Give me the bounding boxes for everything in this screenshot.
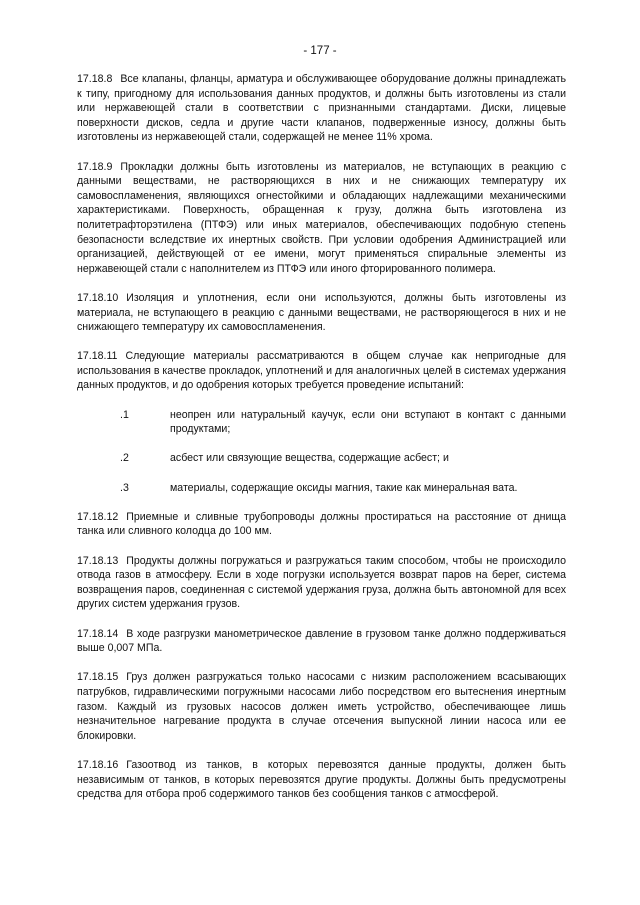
materials-list <box>77 408 566 496</box>
list-item <box>77 481 566 496</box>
list-item-text: асбест или связующие вещества, содержащие асбест; и <box>170 452 449 465</box>
paragraph-number: 17.18.11 <box>77 350 118 363</box>
paragraph-number: 17.18.9 <box>77 160 113 173</box>
paragraph-number: 17.18.14 <box>77 627 119 640</box>
paragraph-17-18-11 <box>77 349 566 393</box>
list-marker: .2 <box>120 452 129 465</box>
paragraph-17-18-9 <box>77 160 566 277</box>
page-number: - 177 - <box>303 45 337 57</box>
paragraph-17-18-13 <box>77 554 566 612</box>
paragraph-text: Груз должен разгружаться только насосами с низким расположением всасывающих патрубков, гидравлическими погружными насосами либо посредством его вытеснения инертным газом. Каждый из грузовых насосов должен иметь устройство, обеспечивающее лишь незначительное нагревание продукта в случае отсечения выпускной линии насоса или ее блокировки. <box>77 671 566 742</box>
paragraph-text: Продукты должны погружаться и разгружаться таким способом, чтобы не происходило отвода газов в атмосферу. Если в ходе погрузки используется возврат паров на берег, система возвращения паров, соединенная с системой удержания груза, должна быть автономной для всех других систем удержания грузов. <box>77 554 566 611</box>
paragraph-text: В ходе разгрузки манометрическое давление в грузовом танке должно поддерживаться выше 0,007 МПа. <box>77 627 566 655</box>
list-item <box>77 451 566 466</box>
paragraph-number: 17.18.15 <box>77 671 119 684</box>
paragraph-17-18-10 <box>77 291 566 335</box>
list-marker: .3 <box>120 481 129 494</box>
paragraph-number: 17.18.10 <box>77 291 119 304</box>
paragraph-17-18-14 <box>77 627 566 656</box>
paragraph-number: 17.18.13 <box>77 554 119 567</box>
paragraph-number: 17.18.8 <box>77 73 113 85</box>
document-body <box>77 72 566 816</box>
paragraph-number: 17.18.16 <box>77 758 119 771</box>
paragraph-text: Прокладки должны быть изготовлены из материалов, не вступающих в реакцию с данными веществами, не растворяющихся в них и не снижающих температуру их самовоспламенения, являющихся огнестойкими и обладающих надлежащими механическими характеристиками. Поверхность, обращенная к грузу, должна быть изготовлена из политетрафторэтилена (ПТФЭ) или иных материалов, обеспечивающих подобную степень безопасности вследствие их инертных свойств. При условии одобрения Администрацией или организацией, действующей от ее имени, могут применяться спиральные элементы из нержавеющей стали с наполнителем из ПТФЭ или иного фторированного полимера. <box>77 160 566 275</box>
paragraph-text: Все клапаны, фланцы, арматура и обслуживающее оборудование должны принадлежать к типу, пригодному для использования данных продуктов, и должны быть изготовлены из стали или нержавеющей стали в соответствии с признанными стандартами. Диски, лицевые поверхности дисков, седла и другие части клапанов, подверженные износу, должны быть изготовлены из нержавеющей стали, содержащей не менее 11% хрома. <box>77 73 566 144</box>
list-marker: .1 <box>120 408 129 421</box>
paragraph-text: Приемные и сливные трубопроводы должны простираться на расстояние от днища танка или сливного колодца до 100 мм. <box>77 510 566 538</box>
paragraph-text: Изоляция и уплотнения, если они используются, должны быть изготовлены из материала, не вступающего в реакцию с данными веществами, не растворяющегося в них и не снижающего температуру их самовоспламенения. <box>77 291 566 334</box>
paragraph-17-18-8 <box>77 72 566 145</box>
list-item <box>77 408 566 437</box>
list-item-text: материалы, содержащие оксиды магния, такие как минеральная вата. <box>170 481 518 494</box>
paragraph-number: 17.18.12 <box>77 510 119 523</box>
paragraph-17-18-16 <box>77 758 566 802</box>
list-item-text: неопрен или натуральный каучук, если они вступают в контакт с данными продуктами; <box>170 408 566 436</box>
paragraph-17-18-12 <box>77 510 566 539</box>
paragraph-text: Газоотвод из танков, в которых перевозятся данные продукты, должен быть независимым от танков, в которых перевозятся другие продукты. Должны быть предусмотрены средства для отбора проб содержимого танков без сообщения танков с атмосферой. <box>77 758 566 801</box>
paragraph-text: Следующие материалы рассматриваются в общем случае как непригодные для использования в качестве прокладок, уплотнений и для аналогичных целей в системах удержания данных продуктов, и до одобрения которых требуется проведение испытаний: <box>77 350 566 392</box>
paragraph-17-18-15 <box>77 670 566 743</box>
